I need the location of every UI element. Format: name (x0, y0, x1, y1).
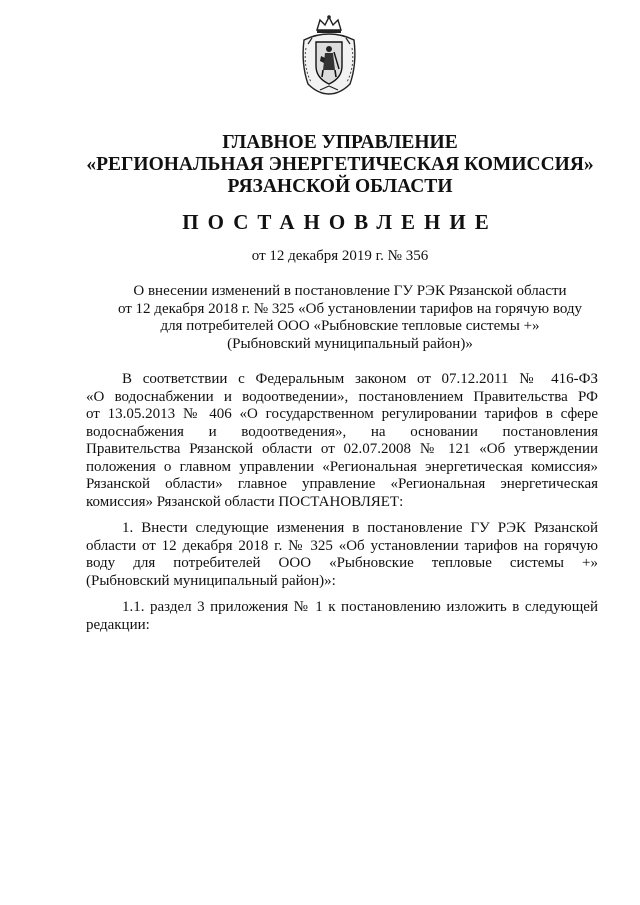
ryazan-coat-of-arms-icon (298, 14, 360, 96)
subject-line: от 12 декабря 2018 г. № 325 «Об установлении тарифов на горячую воду (117, 300, 583, 317)
paragraph-line: области от 12 декабря 2018 г. № 325 «Об установлении тарифов на горячую (86, 537, 598, 554)
subject-line: для потребителей ООО «Рыбновские тепловые системы +» (160, 318, 540, 334)
organization-name-line-3: РЯЗАНСКОЙ ОБЛАСТИ (227, 176, 453, 197)
preamble-paragraph (86, 371, 598, 511)
paragraph-line: редакции: (86, 616, 150, 633)
paragraph-line: комиссия» Рязанской области ПОСТАНОВЛЯЕТ: (86, 493, 404, 510)
paragraph-line: положения о главном управлении «Региональная энергетическая комиссия» (86, 458, 598, 475)
paragraph-line: «О водоснабжении и водоотведении», постановлением Правительства РФ (86, 388, 598, 405)
paragraph-line: 1. Внести следующие изменения в постановление ГУ РЭК Рязанской (122, 520, 598, 536)
document-subject (100, 283, 600, 353)
paragraph-line: воду для потребителей ООО «Рыбновские тепловые системы +» (86, 555, 598, 571)
organization-name-line-2: «РЕГИОНАЛЬНАЯ ЭНЕРГЕТИЧЕСКАЯ КОМИССИЯ» (86, 154, 594, 175)
organization-name-line-1: ГЛАВНОЕ УПРАВЛЕНИЕ (222, 132, 458, 153)
item-1-1-paragraph (86, 599, 598, 634)
paragraph-line: В соответствии с Федеральным законом от 07.12.2011 № 416-ФЗ (122, 371, 598, 387)
document-type-title: ПОСТАНОВЛЕНИЕ (182, 210, 498, 234)
document-date-number: от 12 декабря 2019 г. № 356 (251, 248, 429, 264)
subject-line: (Рыбновский муниципальный район)» (227, 335, 473, 352)
paragraph-line: Рязанской области» главное управление «Региональная энергетическая (86, 476, 598, 492)
paragraph-line: водоснабжения и водоотведения», на основании постановления (86, 423, 598, 440)
paragraph-line: (Рыбновский муниципальный район)»: (86, 572, 336, 589)
paragraph-line: от 13.05.2013 № 406 «О государственном регулировании тарифов в сфере (86, 406, 598, 422)
paragraph-line: 1.1. раздел 3 приложения № 1 к постановлению изложить в следующей (122, 599, 598, 615)
paragraph-line: Правительства Рязанской области от 02.07.2008 № 121 «Об утверждении (86, 441, 598, 457)
subject-line: О внесении изменений в постановление ГУ РЭК Рязанской области (133, 283, 567, 299)
item-1-paragraph (86, 520, 598, 590)
